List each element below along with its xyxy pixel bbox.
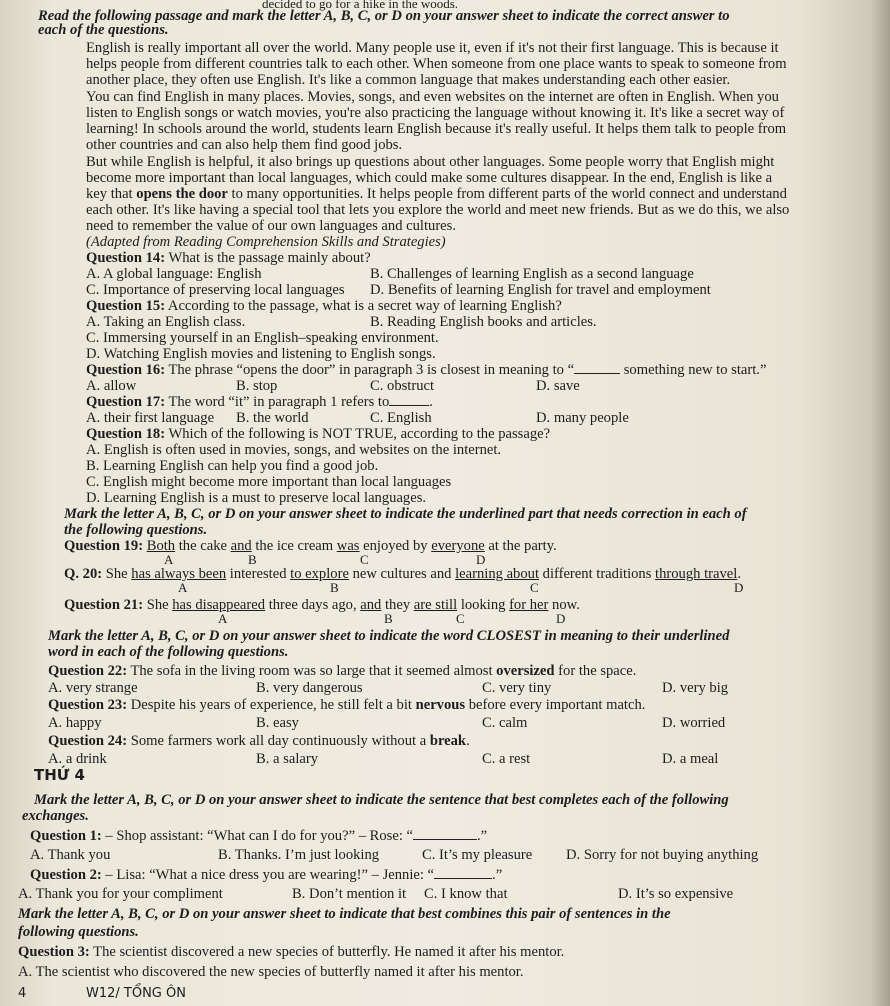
question-15: Question 15: According to the passage, what is a secret way of learning English? — [86, 298, 562, 314]
passage-line: need to remember the value of our own languages and cultures. — [86, 218, 456, 234]
q2-option-a: A. Thank you for your compliment — [18, 886, 223, 902]
passage-line: You can find English in many places. Movies, songs, and even websites on the internet are often in English. When you — [86, 89, 779, 105]
q23-option-d: D. worried — [662, 715, 726, 731]
q20-letter-c: C — [530, 580, 539, 595]
question-14: Question 14: What is the passage mainly about? — [86, 250, 371, 266]
question-16: Question 16: The phrase “opens the door” in paragraph 3 is closest in meaning to “ something new to start.” — [86, 362, 767, 378]
q2-option-b: B. Don’t mention it — [292, 886, 407, 902]
error-instruction: Mark the letter A, B, C, or D on your answer sheet to indicate the underlined part that needs correction in each of — [64, 506, 747, 522]
passage-line: English is really important all over the world. Many people use it, even if it's not their first language. This is because it — [86, 40, 779, 56]
closest-instruction: Mark the letter A, B, C, or D on your answer sheet to indicate the word CLOSEST in meaning to their underlined — [48, 628, 730, 644]
q21-letter-a: A — [218, 611, 228, 626]
q20-letter-a: A — [178, 580, 188, 595]
q19-letter-a: A — [164, 552, 174, 567]
reading-instruction-cont: each of the questions. — [38, 22, 169, 38]
q19-letter-b: B — [248, 552, 257, 567]
q17-option-c: C. English — [370, 410, 432, 426]
footer-title: W12/ TỔNG ÔN — [86, 986, 186, 1001]
q24-option-b: B. a salary — [256, 751, 319, 767]
q1-option-b: B. Thanks. I’m just looking — [218, 847, 380, 863]
question-2: Question 2: – Lisa: “What a nice dress you are wearing!” – Jennie: “ .” — [30, 867, 503, 883]
q18-option-b: B. Learning English can help you find a good job. — [86, 458, 379, 474]
closest-instruction-cont: word in each of the following questions. — [48, 644, 289, 660]
q18-option-a: A. English is often used in movies, songs, and websites on the internet. — [86, 442, 502, 458]
question-17: Question 17: The word “it” in paragraph 1 refers to . — [86, 394, 433, 410]
q24-option-d: D. a meal — [662, 751, 719, 767]
page-number: 4 — [18, 986, 27, 1001]
q14-option-b: B. Challenges of learning English as a second language — [370, 266, 694, 282]
passage-line: key that opens the door to many opportunities. It helps people from different parts of the world connect and understand — [86, 186, 787, 202]
passage-line: But while English is helpful, it also brings up questions about other languages. Some people worry that English might — [86, 154, 775, 170]
q18-option-d: D. Learning English is a must to preserve local languages. — [86, 490, 427, 506]
q22-option-a: A. very strange — [48, 680, 138, 696]
q16-option-d: D. save — [536, 378, 580, 394]
q16-option-c: C. obstruct — [370, 378, 435, 394]
q15-option-a: A. Taking an English class. — [86, 314, 246, 330]
page-edge-shadow — [870, 0, 890, 1006]
q23-option-a: A. happy — [48, 715, 102, 731]
question-21: Question 21: She has disappeared three days ago, and they are still looking for her now. — [64, 597, 580, 613]
passage-line: listen to English songs or watch movies, you're also practicing the language without knowing it. It's like a secret way of — [86, 105, 785, 121]
reading-instruction: Read the following passage and mark the letter A, B, C, or D on your answer sheet to indicate the correct answer to — [38, 8, 730, 24]
q17-option-d: D. many people — [536, 410, 629, 426]
q15-option-c: C. Immersing yourself in an English–speaking environment. — [86, 330, 439, 346]
question-22: Question 22: The sofa in the living room was so large that it seemed almost oversized for the space. — [48, 663, 637, 679]
answer-blank — [389, 394, 429, 406]
q24-option-c: C. a rest — [482, 751, 531, 767]
exchange-instruction-cont: exchanges. — [22, 808, 89, 824]
q22-option-b: B. very dangerous — [256, 680, 363, 696]
question-3: Question 3: The scientist discovered a new species of butterfly. He named it after his mentor. — [18, 944, 565, 960]
q2-option-c: C. I know that — [424, 886, 508, 902]
q23-option-c: C. calm — [482, 715, 528, 731]
passage-line: another place, they often use English. It's like a common language that makes understanding each other easier. — [86, 72, 731, 88]
q22-option-c: C. very tiny — [482, 680, 552, 696]
q18-option-c: C. English might become more important than local languages — [86, 474, 452, 490]
passage-line: helps people from different countries talk to each other. When someone from one place wants to speak to someone from — [86, 56, 787, 72]
q14-option-a: A. A global language: English — [86, 266, 262, 282]
q15-option-d: D. Watching English movies and listening to English songs. — [86, 346, 436, 362]
passage-line: each other. It's like having a special tool that lets you explore the world and meet new friends. But as we do this, we also — [86, 202, 790, 218]
q22-option-d: D. very big — [662, 680, 729, 696]
passage-line: other countries and can also help them find good jobs. — [86, 137, 403, 153]
exchange-instruction: Mark the letter A, B, C, or D on your answer sheet to indicate the sentence that best completes each of the following — [34, 792, 729, 808]
q15-option-b: B. Reading English books and articles. — [370, 314, 597, 330]
passage-line: learning! In schools around the world, students learn English because it's really useful. It helps them talk to people from — [86, 121, 787, 137]
q24-option-a: A. a drink — [48, 751, 107, 767]
q21-letter-d: D — [556, 611, 566, 626]
question-18: Question 18: Which of the following is NOT TRUE, according to the passage? — [86, 426, 551, 442]
error-instruction-cont: the following questions. — [64, 522, 208, 538]
answer-blank — [413, 828, 477, 840]
q23-option-b: B. easy — [256, 715, 299, 731]
question-19: Question 19: Both the cake and the ice cream was enjoyed by everyone at the party. — [64, 538, 557, 554]
q20-letter-d: D — [734, 580, 744, 595]
top-fragment: decided to go for a hike in the woods. — [262, 0, 459, 11]
q16-option-a: A. allow — [86, 378, 137, 394]
question-1: Question 1: – Shop assistant: “What can I do for you?” – Rose: “ .” — [30, 828, 488, 844]
q1-option-a: A. Thank you — [30, 847, 111, 863]
question-23: Question 23: Despite his years of experience, he still felt a bit nervous before every important match. — [48, 697, 646, 713]
q16-option-b: B. stop — [236, 378, 278, 394]
q17-option-a: A. their first language — [86, 410, 215, 426]
q20-letter-b: B — [330, 580, 339, 595]
q21-letter-b: B — [384, 611, 393, 626]
q14-option-c: C. Importance of preserving local languages — [86, 282, 345, 298]
combine-instruction: Mark the letter A, B, C, or D on your answer sheet to indicate that best combines this pair of sentences in the — [18, 906, 671, 922]
q3-option-a: A. The scientist who discovered the new species of butterfly named it after his mentor. — [18, 964, 524, 980]
q1-option-c: C. It’s my pleasure — [422, 847, 533, 863]
key-phrase: opens the door — [136, 186, 228, 202]
answer-blank — [434, 867, 492, 879]
q1-option-d: D. Sorry for not buying anything — [566, 847, 759, 863]
question-24: Question 24: Some farmers work all day continuously without a break. — [48, 733, 470, 749]
q17-option-b: B. the world — [236, 410, 309, 426]
passage-line: become more important than local languages, which could make some cultures disappear. In the end, English is like a — [86, 170, 773, 186]
answer-blank — [574, 362, 620, 374]
q19-letter-d: D — [476, 552, 486, 567]
q14-option-d: D. Benefits of learning English for travel and employment — [370, 282, 711, 298]
question-20: Q. 20: She has always been interested to explore new cultures and learning about different traditions through travel. — [64, 566, 741, 582]
passage-source: (Adapted from Reading Comprehension Skills and Strategies) — [86, 234, 446, 250]
q19-letter-c: C — [360, 552, 369, 567]
q2-option-d: D. It’s so expensive — [618, 886, 734, 902]
q21-letter-c: C — [456, 611, 465, 626]
section-heading: THỨ 4 — [34, 766, 85, 784]
combine-instruction-cont: following questions. — [18, 924, 139, 940]
